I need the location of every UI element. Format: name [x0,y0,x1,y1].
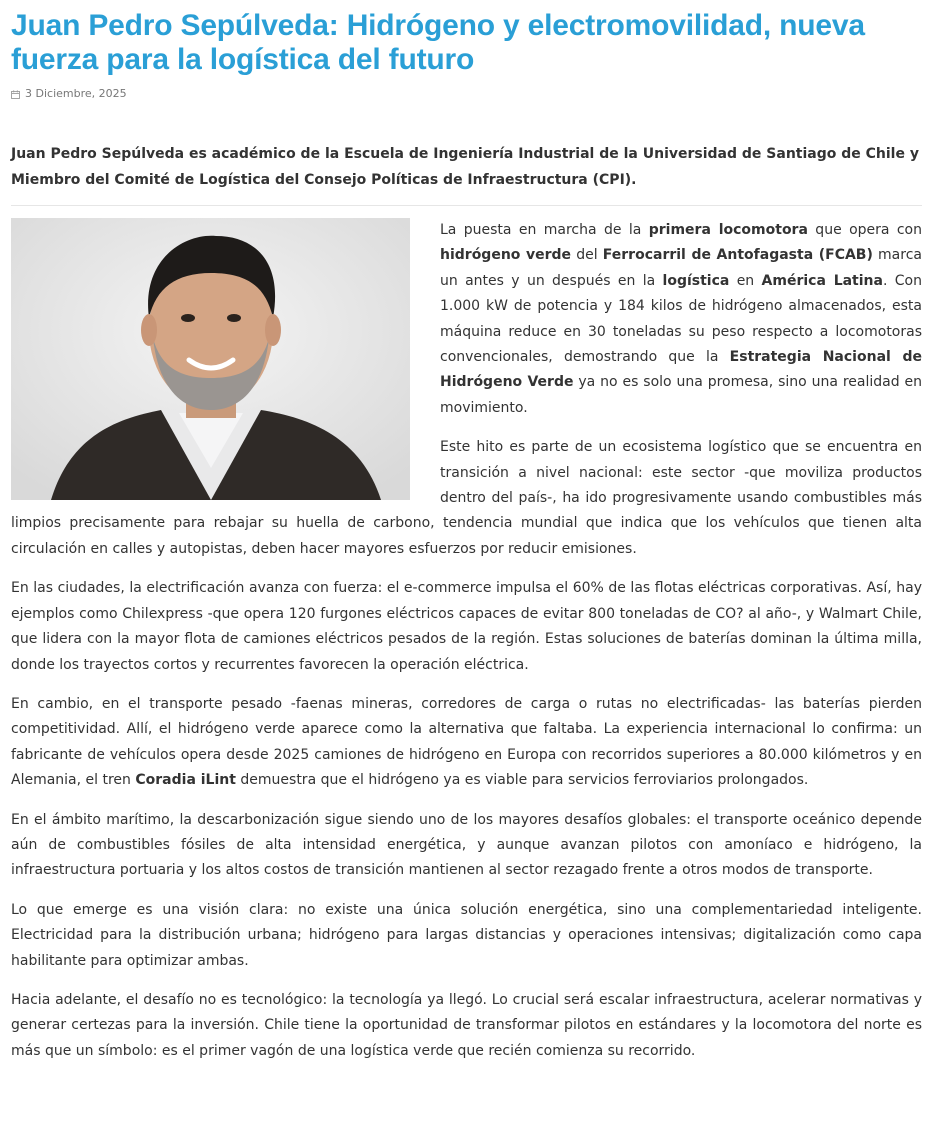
keyword: logística [662,272,730,289]
paragraph-7: Hacia adelante, el desafío no es tecnológico: la tecnología ya llegó. Lo crucial será escalar infraestructura, acelerar normativas y generar certezas para la inversión. Chile tiene la oportunidad de transformar pilotos en estándares y la locomotora del norte es más que un símbolo: es el primer vagón de una logística verde que recién comienza su recorrido. [11,991,922,1059]
article-date [11,87,922,101]
article-title[interactable]: Juan Pedro Sepúlveda: Hidrógeno y electromovilidad, nueva fuerza para la logística del futuro [11,9,865,76]
article-lead: Juan Pedro Sepúlveda es académico de la Escuela de Ingeniería Industrial de la Universidad de Santiago de Chile y Miembro del Comité de Logística del Consejo Políticas de Infraestructura (CPI). [11,141,922,206]
calendar-icon [11,90,20,99]
keyword: América Latina [761,272,883,289]
paragraph-2: Este hito es parte de un ecosistema logístico que se encuentra en transición a nivel nacional: este sector -que moviliza productos dentro del país-, ha ido progresivamente usando combustibles más limpios precisamente para rebajar su huella de carbono, tendencia mundial que indica que los vehículos que tienen alta circulación en calles y autopistas, deben hacer mayores esfuerzos por reducir emisiones. [11,439,922,557]
paragraph-6: Lo que emerge es una visión clara: no existe una única solución energética, sino una complementariedad inteligente. Electricidad para la distribución urbana; hidrógeno para largas distancias y operaciones intensivas; digitalización como capa habilitante para optimizar ambas. [11,901,922,969]
keyword: Coradia iLint [135,772,236,789]
keyword: Estrategia Nacional de Hidrógeno Verde [440,349,922,391]
keyword: primera locomotora [648,222,808,238]
paragraph-3: En las ciudades, la electrificación avanza con fuerza: el e-commerce impulsa el 60% de las flotas eléctricas corporativas. Así, hay ejemplos como Chilexpress -que opera 120 furgones eléctricos capaces de evitar 800 toneladas de CO? al año-, y Walmart Chile, que lidera con la mayor flota de camiones eléctricos pesados de la región. Estas soluciones de baterías dominan la última milla, donde los trayectos cortos y recurrentes favorecen la operación eléctrica. [11,580,922,673]
paragraph-5: En el ámbito marítimo, la descarbonización sigue siendo uno de los mayores desafíos globales: el transporte oceánico depende aún de combustibles fósiles de alta intensidad energética, y aunque avanzan pilotos con amoníaco e hidrógeno, la infraestructura portuaria y los altos costos de transición mantienen al sector rezagado frente a otros modos de transporte. [11,811,922,879]
paragraph-4: En cambio, en el transporte pesado -faenas mineras, corredores de carga o rutas no electrificadas- las baterías pierden competitividad. Allí, el hidrógeno verde aparece como la alternativa que faltaba. La experiencia internacional lo confirma: un fabricante de vehículos opera desde 2025 camiones de hidrógeno en Europa con recorridos superiores a 80.000 kilómetros y en Alemania, el tren Coradia iLint demuestra que el hidrógeno ya es viable para servicios ferroviarios prolongados. [11,695,922,789]
portrait-illustration [11,218,410,500]
keyword: Ferrocarril de Antofagasta (FCAB) [602,247,873,264]
keyword: hidrógeno verde [440,247,572,264]
author-photo [11,218,410,500]
paragraph-1: La puesta en marcha de la primera locomotora que opera con hidrógeno verde del Ferrocarril de Antofagasta (FCAB) marca un antes y un después en la logística en América Latina. Con 1.000 kW de potencia y 184 kilos de hidrógeno almacenados, esta máquina reduce en 30 toneladas su peso respecto a locomotoras convencionales, demostrando que la Estrategia Nacional de Hidrógeno Verde ya no es solo una promesa, sino una realidad en movimiento. [440,222,922,416]
article [11,9,922,1064]
article-body [11,218,922,1064]
date-text: 3 Diciembre, 2025 [25,87,127,100]
